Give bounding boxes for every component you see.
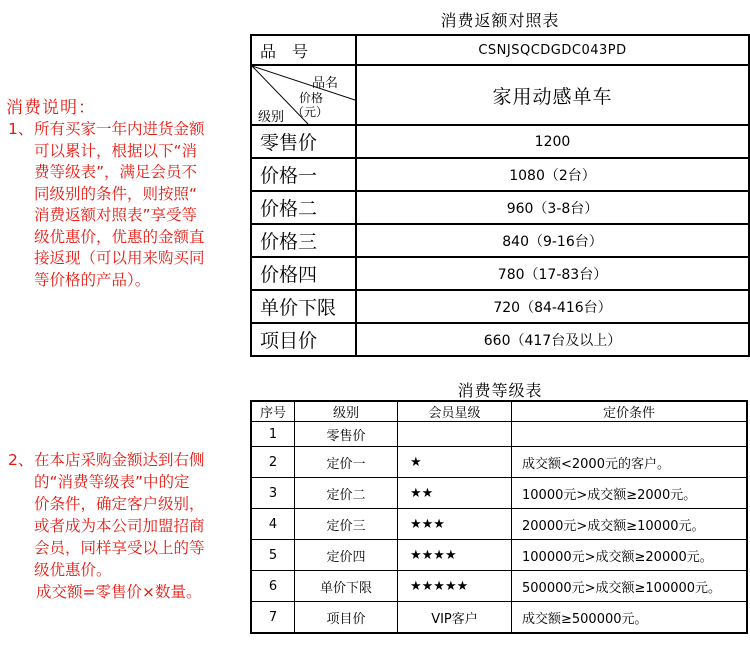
price-row bbox=[251, 158, 749, 191]
price-value: 780（17-83台） bbox=[356, 257, 749, 290]
note-2-line: 的“消费等级表”中的定 bbox=[34, 473, 190, 491]
level-cell: 定价一 bbox=[295, 447, 398, 478]
price-row bbox=[251, 257, 749, 290]
stars-cell: ★★★★★ bbox=[398, 571, 512, 602]
condition-cell: 成交额≥500000元。 bbox=[512, 602, 748, 634]
table-row bbox=[251, 447, 747, 478]
column-header-stars: 会员星级 bbox=[398, 401, 512, 422]
price-value: 840（9-16台） bbox=[356, 224, 749, 257]
price-level-label: 单价下限 bbox=[251, 290, 356, 323]
note-2-line: 价条件，确定客户级别， bbox=[34, 495, 205, 513]
column-header-seq: 序号 bbox=[251, 401, 295, 422]
note-1-line: 费等级表”，满足会员不 bbox=[34, 163, 198, 181]
level-cell: 零售价 bbox=[295, 422, 398, 447]
table-row bbox=[251, 571, 747, 602]
formula-note: 成交额=零售价×数量。 bbox=[36, 583, 202, 601]
price-level-label: 价格一 bbox=[251, 158, 356, 191]
level-table-title: 消费等级表 bbox=[457, 381, 543, 400]
price-value: 1200 bbox=[356, 125, 749, 158]
price-level-label: 价格四 bbox=[251, 257, 356, 290]
price-value: 720（84-416台） bbox=[356, 290, 749, 323]
rebate-table-title: 消费返额对照表 bbox=[440, 11, 560, 30]
product-code-label: 品 号 bbox=[251, 35, 356, 65]
seq-cell: 4 bbox=[251, 509, 295, 540]
note-1-line: 级优惠价，优惠的金额直 bbox=[34, 227, 205, 246]
note-1-line: 消费返额对照表”享受等 bbox=[34, 206, 198, 224]
price-label: 价格 （元） bbox=[292, 91, 329, 119]
note-2-line: 2、在本店采购金额达到右侧 bbox=[8, 451, 205, 469]
table-row bbox=[251, 509, 747, 540]
condition-cell: 500000元>成交额≥100000元。 bbox=[512, 571, 748, 602]
table-row bbox=[251, 422, 747, 447]
table-row bbox=[251, 540, 747, 571]
note-1-number: 1、 bbox=[8, 120, 34, 138]
note-2-line: 会员，同样享受以上的等 bbox=[34, 539, 205, 557]
column-header-condition: 定价条件 bbox=[512, 401, 748, 422]
level-cell: 定价四 bbox=[295, 540, 398, 571]
header-row bbox=[251, 65, 749, 125]
stars-cell: ★★★ bbox=[398, 509, 512, 540]
stars-cell: ★★ bbox=[398, 478, 512, 509]
price-value: 960（3-8台） bbox=[356, 191, 749, 224]
note-1-line: 等价格的产品）。 bbox=[34, 270, 151, 289]
note-1-line: 可以累计，根据以下“消 bbox=[34, 141, 198, 160]
level-cell: 定价三 bbox=[295, 509, 398, 540]
seq-cell: 3 bbox=[251, 478, 295, 509]
price-row bbox=[251, 290, 749, 323]
rebate-table bbox=[250, 34, 750, 357]
column-header-level: 级别 bbox=[295, 401, 398, 422]
notes-title: 消费说明： bbox=[6, 98, 96, 118]
level-cell: 项目价 bbox=[295, 602, 398, 634]
level-table-header bbox=[251, 401, 747, 422]
price-row bbox=[251, 191, 749, 224]
product-name-label: 品名 bbox=[312, 76, 339, 91]
note-2-line: 或者成为本公司加盟招商 bbox=[34, 517, 205, 535]
seq-cell: 2 bbox=[251, 447, 295, 478]
table-row bbox=[251, 602, 747, 634]
note-1-line: 1、所有买家一年内进货金额 bbox=[8, 119, 238, 141]
seq-cell: 7 bbox=[251, 602, 295, 634]
seq-cell: 5 bbox=[251, 540, 295, 571]
note-2-line: 级优惠价。 bbox=[34, 561, 112, 579]
level-cell: 定价二 bbox=[295, 478, 398, 509]
product-code-row bbox=[251, 35, 749, 65]
level-label: 级别 bbox=[258, 110, 285, 125]
note-2-number: 2、 bbox=[8, 451, 34, 469]
table-row bbox=[251, 478, 747, 509]
price-value: 1080（2台） bbox=[356, 158, 749, 191]
price-level-label: 项目价 bbox=[251, 323, 356, 356]
price-level-label: 价格三 bbox=[251, 224, 356, 257]
condition-cell bbox=[512, 422, 748, 447]
diagonal-header-cell bbox=[251, 65, 356, 125]
level-cell: 单价下限 bbox=[295, 571, 398, 602]
stars-cell: ★ bbox=[398, 447, 512, 478]
price-row bbox=[251, 323, 749, 356]
note-1-line: 接返现（可以用来购买同 bbox=[34, 249, 205, 267]
level-table bbox=[250, 400, 748, 634]
note-1 bbox=[8, 119, 238, 291]
note-1-line: 同级别的条件，则按照“ bbox=[34, 184, 198, 203]
price-value: 660（417台及以上） bbox=[356, 323, 749, 356]
price-level-label: 零售价 bbox=[251, 125, 356, 158]
note-2 bbox=[8, 449, 240, 603]
stars-cell: VIP客户 bbox=[398, 602, 512, 634]
stars-cell: ★★★★ bbox=[398, 540, 512, 571]
product-code-value: CSNJSQCDGDC043PD bbox=[356, 35, 749, 65]
condition-cell: 成交额<2000元的客户。 bbox=[512, 447, 748, 478]
seq-cell: 1 bbox=[251, 422, 295, 447]
condition-cell: 10000元>成交额≥2000元。 bbox=[512, 478, 748, 509]
condition-cell: 20000元>成交额≥10000元。 bbox=[512, 509, 748, 540]
price-row bbox=[251, 224, 749, 257]
price-level-label: 价格二 bbox=[251, 191, 356, 224]
seq-cell: 6 bbox=[251, 571, 295, 602]
product-name-value: 家用动感单车 bbox=[356, 65, 749, 125]
stars-cell bbox=[398, 422, 512, 447]
condition-cell: 100000元>成交额≥20000元。 bbox=[512, 540, 748, 571]
price-row bbox=[251, 125, 749, 158]
